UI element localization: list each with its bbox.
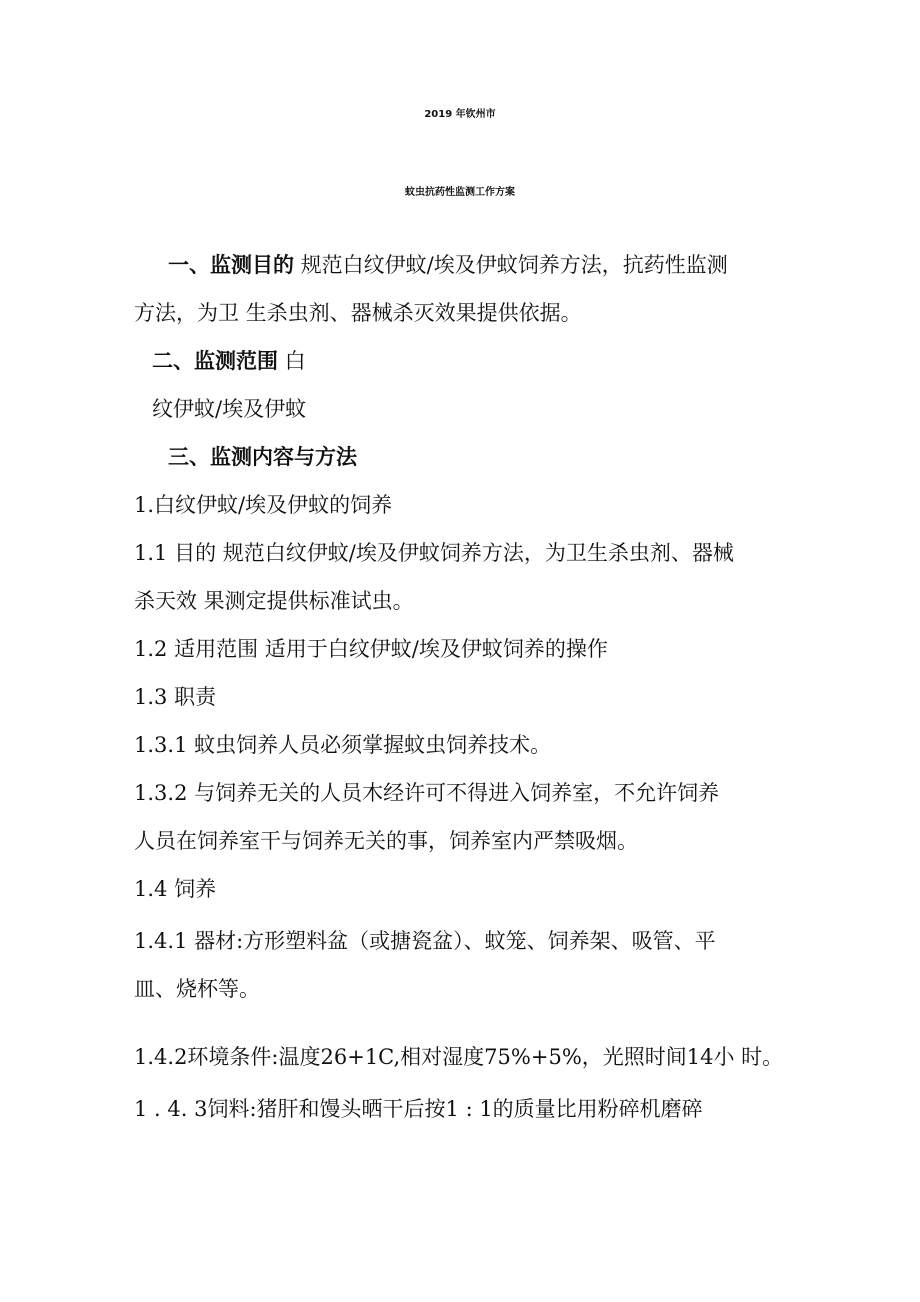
document-title-line2: 蚊虫抗药性监测工作方案 (405, 187, 515, 198)
body-line-13: 1 . 4. 3饲料:猪肝和馒头晒干后按1 : 1的质量比用粉碎机磨碎 (134, 1097, 703, 1121)
body-line-9: 1.4 饲养 (134, 877, 217, 901)
section2-text-line2: 纹伊蚊/埃及伊蚊 (152, 397, 307, 421)
section1-line1 (168, 250, 728, 280)
body-line-8: 人员在饲养室干与饲养无关的事，饲养室内严禁吸烟。 (134, 829, 638, 853)
body-line-2: 1.1 目的 规范白纹伊蚊/埃及伊蚊饲养方法，为卫生杀虫剂、器械 (134, 541, 734, 565)
body-line-5: 1.3 职责 (134, 685, 217, 709)
body-line-11: 皿、烧杯等。 (134, 977, 260, 1001)
section2-text-line1: 白 (278, 349, 306, 373)
section1-heading: 一、监测目的 (168, 253, 294, 277)
section1-text-line2: 方法，为卫 生杀虫剂、器械杀灭效果提供依据。 (134, 301, 582, 325)
section2-heading: 二、监测范围 (152, 349, 278, 373)
body-line-6: 1.3.1 蚊虫饲养人员必须掌握蚊虫饲养技术。 (134, 733, 552, 757)
body-line-7: 1.3.2 与饲养无关的人员木经许可不得进入饲养室，不允许饲养 (134, 781, 720, 805)
section2-line1 (152, 346, 306, 376)
body-line-12: 1.4.2环境条件:温度26+1C,相对湿度75%+5%，光照时间14小 时。 (134, 1045, 784, 1069)
body-line-10: 1.4.1 器材:方形塑料盆（或搪瓷盆）、蚊笼、饲养架、吸管、平 (134, 929, 716, 953)
section1-text-line1: 规范白纹伊蚊/埃及伊蚊饲养方法，抗药性监测 (294, 253, 728, 277)
body-line-1: 1.白纹伊蚊/埃及伊蚊的饲养 (134, 493, 393, 517)
section3-heading: 三、监测内容与方法 (168, 445, 357, 469)
document-title-line1: 2019 年钦州市 (424, 109, 496, 120)
body-line-4: 1.2 适用范围 适用于白纹伊蚊/埃及伊蚊饲养的操作 (134, 637, 608, 661)
body-line-3: 杀天效 果测定提供标准试虫。 (134, 589, 414, 613)
